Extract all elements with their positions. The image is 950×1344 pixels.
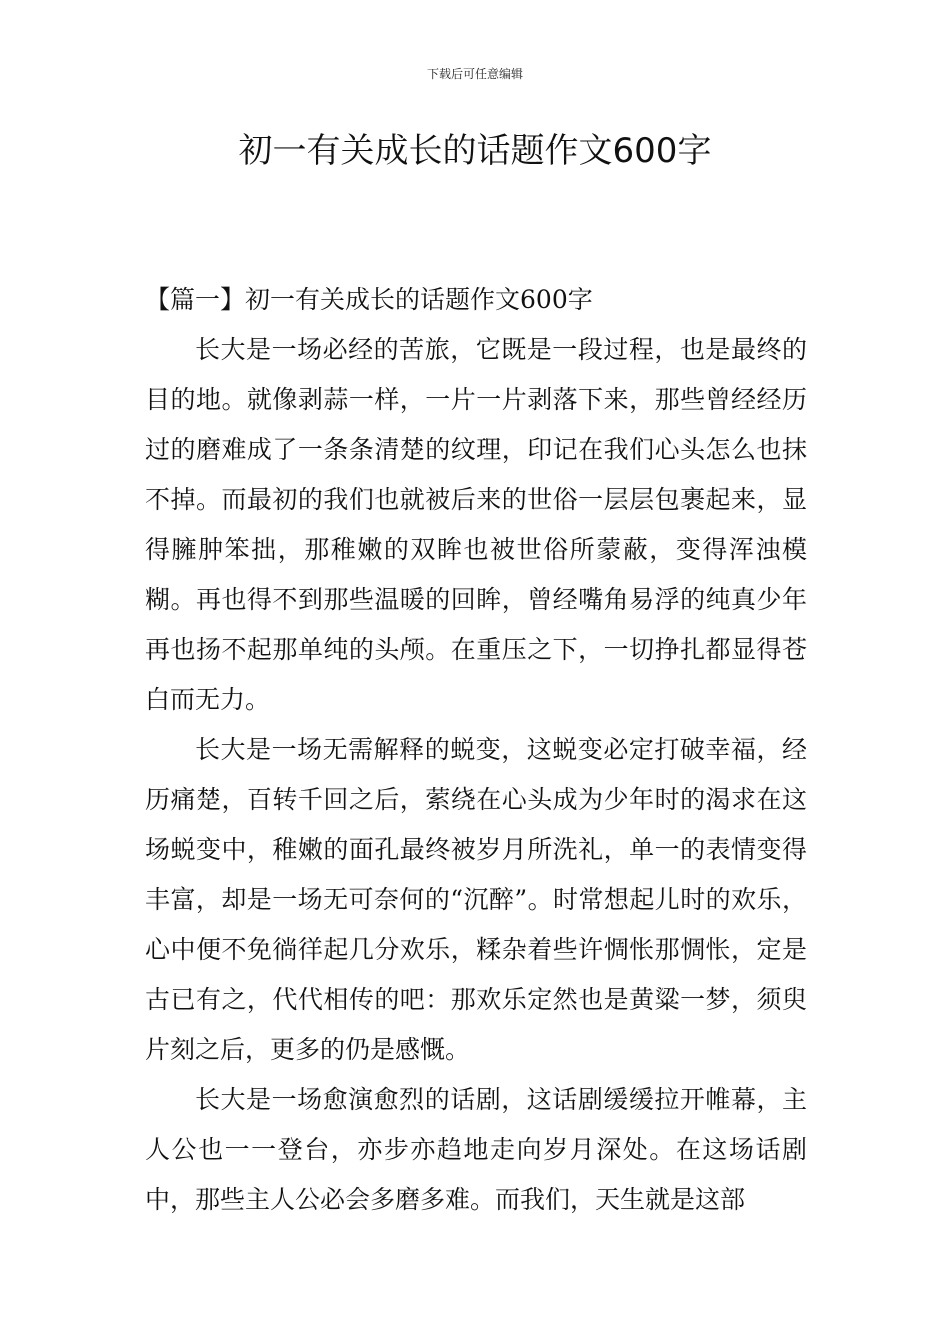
document-title: 初一有关成长的话题作文600字 xyxy=(238,131,712,171)
document-body xyxy=(145,275,807,1225)
header-note: 下载后可任意编辑 xyxy=(426,67,523,81)
paragraph-2: 长大是一场无需解释的蜕变，这蜕变必定打破幸福，经历痛楚，百转千回之后，萦绕在心头成为少年时的渴求在这场蜕变中，稚嫩的面孔最终被岁月所洗礼，单一的表情变得丰富，却是一场无可奈何的“沉醉”。时常想起儿时的欢乐，心中便不免徜徉起几分欢乐，糅杂着些许惆怅那惆怅，定是古已有之，代代相传的吧：那欢乐定然也是黄粱一梦，须臾片刻之后，更多的仍是感慨。 xyxy=(145,735,807,1064)
paragraph-3: 长大是一场愈演愈烈的话剧，这话剧缓缓拉开帷幕，主人公也一一登台，亦步亦趋地走向岁月深处。在这场话剧中，那些主人公必会多磨多难。而我们，天生就是这部 xyxy=(145,1085,807,1214)
section-heading: 【篇一】初一有关成长的话题作文600字 xyxy=(145,285,593,314)
paragraph-1: 长大是一场必经的苦旅，它既是一段过程，也是最终的目的地。就像剥蒜一样，一片一片剥落下来，那些曾经经历过的磨难成了一条条清楚的纹理，印记在我们心头怎么也抹不掉。而最初的我们也就被后来的世俗一层层包裹起来，显得臃肿笨拙，那稚嫩的双眸也被世俗所蒙蔽，变得浑浊模糊。再也得不到那些温暖的回眸，曾经嘴角易浮的纯真少年再也扬不起那单纯的头颅。在重压之下，一切挣扎都显得苍白而无力。 xyxy=(145,335,807,714)
